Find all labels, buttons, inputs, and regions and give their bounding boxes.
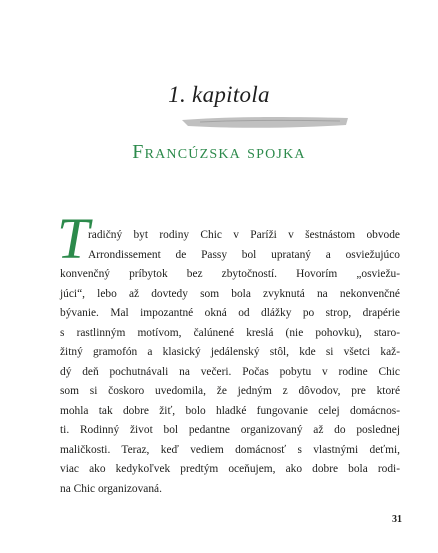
drop-cap-glyph: T <box>57 206 90 271</box>
body-line: Arrondissement de Passy bol uprataný a osviežujúco <box>88 248 400 261</box>
body-line: viac ako kedykoľvek predtým oceňujem, ako dobre bola rodi- <box>60 463 400 475</box>
body-line: maličkosti. Teraz, keď vediem domácnosť s vlastnými deťmi, <box>60 443 400 456</box>
body-paragraph <box>60 226 400 499</box>
body-line: dý deň pochutnávali na večeri. Počas pobytu v rodine Chic <box>60 365 400 378</box>
body-line: konvenčný príbytok bez zbytočností. Hovorím „osviežu- <box>60 268 400 280</box>
chapter-number: 1. kapitola <box>168 82 270 107</box>
body-line: som si čoskoro uvedomila, že jedným z dôvodov, pre ktoré <box>60 385 400 397</box>
body-line: bývanie. Mal impozantné okná od dlážky po strop, drapérie <box>60 307 400 319</box>
body-line: júci“, lebo až dovtedy som bola zvyknutá na nekonvenčné <box>60 287 400 300</box>
body-line: radičný byt rodiny Chic v Paríži v šestnástom obvode <box>88 229 400 241</box>
body-line: s rastlinným motívom, čalúnené kreslá (nie pohovku), staro- <box>60 326 400 339</box>
body-line: na Chic organizovaná. <box>60 482 162 495</box>
body-line: žitný gramofón a klasický jedálenský stôl, kde si všetci kaž- <box>60 346 400 358</box>
chapter-title: Francúzska spojka <box>132 141 306 163</box>
brush-stroke-divider <box>180 114 350 130</box>
body-line: ti. Rodinný život bol pedantne organizovaný až do poslednej <box>60 424 400 436</box>
page-number: 31 <box>392 514 402 525</box>
body-line: mohla tak dobre žiť, bolo hladké fungovanie celej domácnos- <box>60 404 400 417</box>
